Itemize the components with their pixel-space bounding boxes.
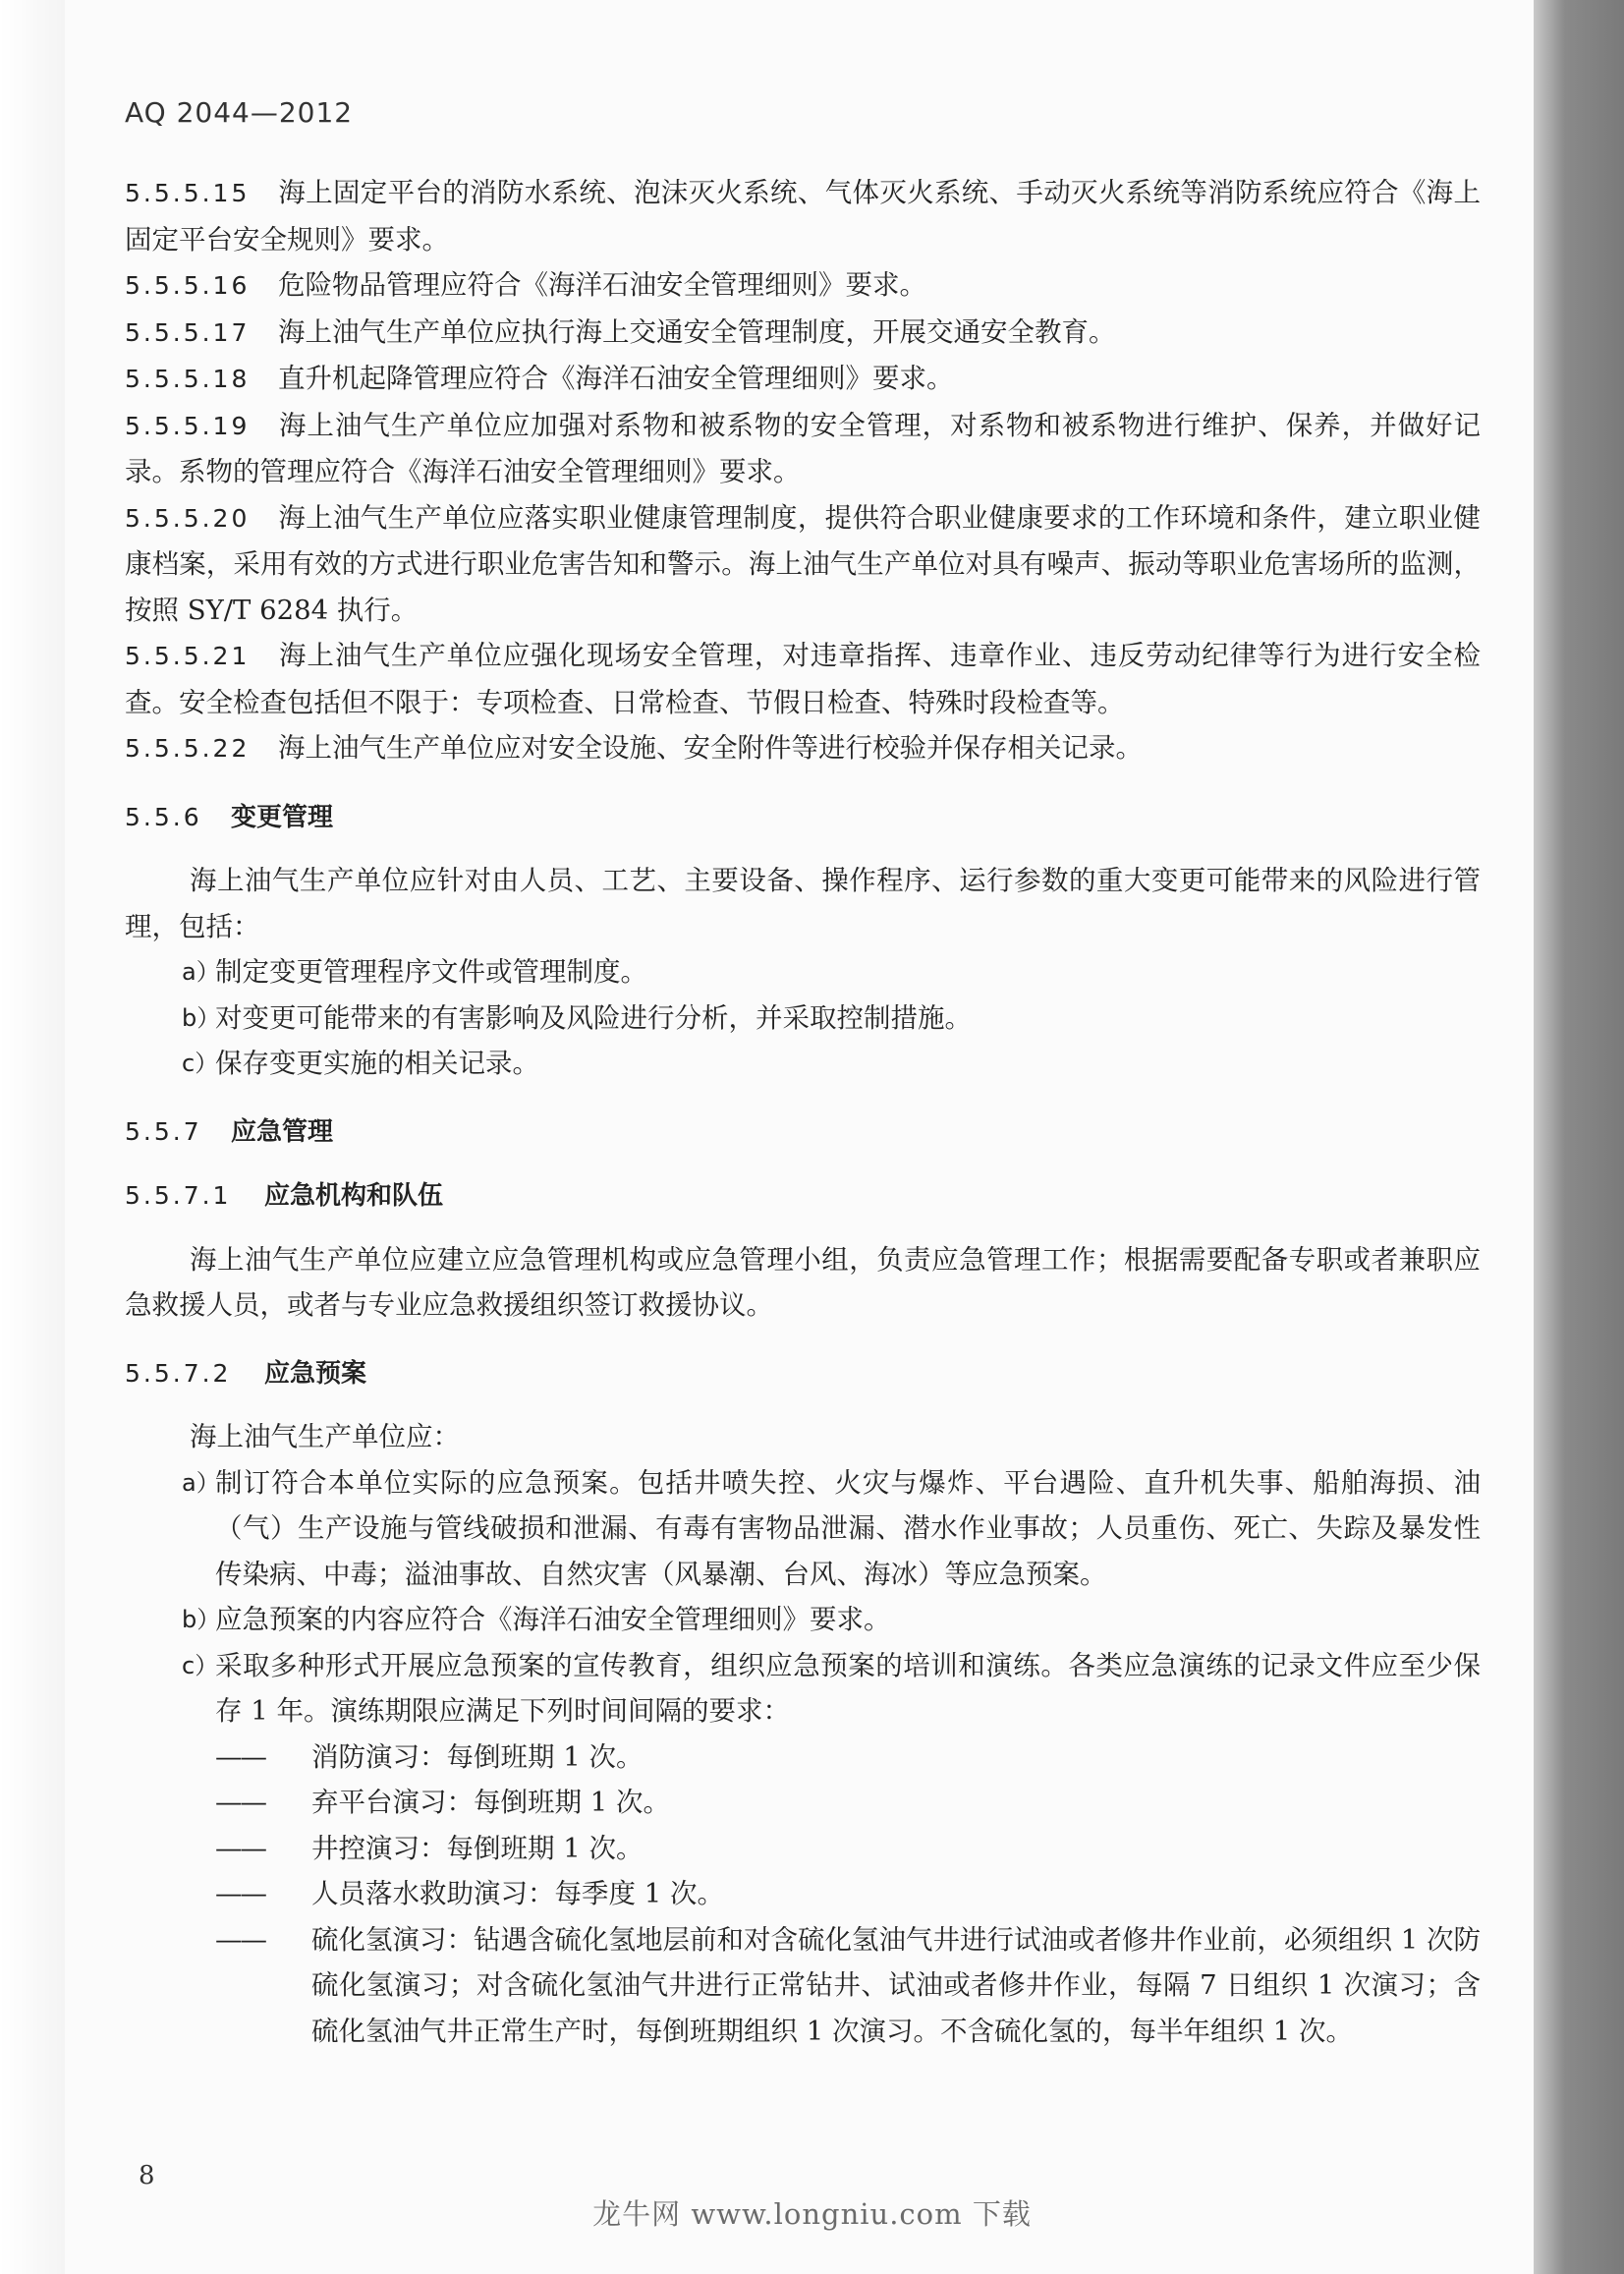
list-marker: c） <box>182 1050 219 1077</box>
section-5-5-7-2-intro: 海上油气生产单位应： <box>190 1421 460 1452</box>
drill-item <box>125 1917 1481 2055</box>
dash-marker: —— <box>215 1878 265 1909</box>
clause-text: 直升机起降管理应符合《海洋石油安全管理细则》要求。 <box>278 363 954 394</box>
list-item <box>125 995 1481 1042</box>
clause-text: 海上油气生产单位应执行海上交通安全管理制度，开展交通安全教育。 <box>278 315 1116 348</box>
clause-number: 5.5.5.15 <box>125 179 251 207</box>
dash-marker: —— <box>215 1740 265 1773</box>
list-item-text: 对变更可能带来的有害影响及风险进行分析，并采取控制措施。 <box>215 1001 972 1034</box>
clause-number: 5.5.5.18 <box>125 365 251 393</box>
clause-number: 5.5.5.17 <box>125 317 251 347</box>
drill-item <box>125 1871 1481 1917</box>
scan-right-edge <box>1534 0 1624 2274</box>
clause-text: 海上油气生产单位应落实职业健康管理制度，提供符合职业健康要求的工作环境和条件，建立职业健康档案，采用有效的方式进行职业危害告知和警示。海上油气生产单位对具有噪声、振动等职业危害场所的监测，按照 SY/T 6284 执行。 <box>125 501 1481 626</box>
drill-item-text: 弃平台演习：每倒班期 1 次。 <box>311 1787 670 1818</box>
scan-left-margin <box>0 0 65 2274</box>
section-heading-5-5-7-1 <box>125 1172 1481 1220</box>
clause-5-5-5-16 <box>125 262 1481 310</box>
list-marker: b） <box>182 1003 221 1032</box>
list-item-text: 制订符合本单位实际的应急预案。包括井喷失控、火灾与爆炸、平台遇险、直升机失事、船舶海损、油（气）生产设施与管线破损和泄漏、有毒有害物品泄漏、潜水作业事故；人员重伤、死亡、失踪及暴发性传染病、中毒；溢油事故、自然灾害（风暴潮、台风、海冰）等应急预案。 <box>215 1466 1481 1590</box>
section-heading-5-5-6 <box>125 794 1481 841</box>
section-5-5-7-1-text: 海上油气生产单位应建立应急管理机构或应急管理小组，负责应急管理工作；根据需要配备专职或者兼职应急救援人员，或者与专业应急救援组织签订救援协议。 <box>125 1243 1481 1321</box>
clause-5-5-5-22 <box>125 725 1481 772</box>
section-title: 应急机构和队伍 <box>264 1181 444 1211</box>
download-watermark: 龙牛网 www.longniu.com 下载 <box>592 2197 1032 2231</box>
list-item <box>125 1643 1481 1734</box>
section-number: 5.5.6 <box>125 802 202 831</box>
dash-marker: —— <box>215 1832 265 1864</box>
list-item <box>125 1460 1481 1598</box>
section-heading-5-5-7-2 <box>125 1350 1481 1397</box>
clause-text: 海上固定平台的消防水系统、泡沫灭火系统、气体灭火系统、手动灭火系统等消防系统应符合《海上固定平台安全规则》要求。 <box>125 177 1481 256</box>
list-item-text: 应急预案的内容应符合《海洋石油安全管理细则》要求。 <box>215 1604 891 1635</box>
drill-item <box>125 1780 1481 1826</box>
list-marker: a） <box>182 1468 220 1497</box>
drill-item <box>125 1826 1481 1872</box>
section-number: 5.5.7.1 <box>125 1181 232 1210</box>
drill-item-text: 硫化氢演习：钻遇含硫化氢地层前和对含硫化氢油气井进行试油或者修井作业前，必须组织 1 次防硫化氢演习；对含硫化氢油气井进行正常钻井、试油或者修井作业，每隔 7 日组织 1 次演习；含硫化氢油气井正常生产时，每倒班期组织 1 次演习。不含硫化氢的，每半年组织 1 次。 <box>311 1923 1481 2047</box>
clause-5-5-5-19 <box>125 403 1481 495</box>
section-title: 应急预案 <box>264 1358 367 1389</box>
clause-5-5-5-15 <box>125 170 1481 262</box>
clause-number: 5.5.5.21 <box>125 642 251 670</box>
list-marker: c） <box>182 1651 219 1679</box>
clause-5-5-5-18 <box>125 356 1481 403</box>
document-body <box>125 170 1481 2054</box>
drill-item <box>125 1734 1481 1781</box>
dash-marker: —— <box>215 1787 265 1818</box>
drill-item-text: 井控演习：每倒班期 1 次。 <box>311 1832 644 1864</box>
list-item-text: 保存变更实施的相关记录。 <box>215 1048 539 1079</box>
page-number: 8 <box>139 2161 155 2190</box>
list-marker: b） <box>182 1606 221 1633</box>
clause-5-5-5-20 <box>125 495 1481 634</box>
clause-text: 海上油气生产单位应强化现场安全管理，对违章指挥、违章作业、违反劳动纪律等行为进行安全检查。安全检查包括但不限于：专项检查、日常检查、节假日检查、特殊时段检查等。 <box>125 640 1481 718</box>
clause-number: 5.5.5.19 <box>125 411 251 440</box>
clause-text: 海上油气生产单位应对安全设施、安全附件等进行校验并保存相关记录。 <box>278 732 1143 764</box>
list-item <box>125 1597 1481 1643</box>
clause-text: 海上油气生产单位应加强对系物和被系物的安全管理，对系物和被系物进行维护、保养，并做好记录。系物的管理应符合《海洋石油安全管理细则》要求。 <box>125 409 1481 487</box>
list-item-text: 采取多种形式开展应急预案的宣传教育，组织应急预案的培训和演练。各类应急演练的记录文件应至少保存 1 年。演练期限应满足下列时间间隔的要求： <box>215 1649 1481 1727</box>
standard-header: AQ 2044—2012 <box>125 96 354 129</box>
dash-marker: —— <box>215 1923 265 1956</box>
list-item <box>125 949 1481 995</box>
clause-5-5-5-17 <box>125 310 1481 357</box>
clause-number: 5.5.5.20 <box>125 503 251 533</box>
section-number: 5.5.7.2 <box>125 1358 232 1388</box>
section-heading-5-5-7 <box>125 1109 1481 1156</box>
section-number: 5.5.7 <box>125 1116 202 1146</box>
list-item-text: 制定变更管理程序文件或管理制度。 <box>215 956 647 988</box>
section-5-5-6-intro: 海上油气生产单位应针对由人员、工艺、主要设备、操作程序、运行参数的重大变更可能带来的风险进行管理，包括： <box>125 865 1481 942</box>
drill-item-text: 消防演习：每倒班期 1 次。 <box>311 1740 644 1773</box>
list-item <box>125 1041 1481 1087</box>
drill-item-text: 人员落水救助演习：每季度 1 次。 <box>311 1878 724 1909</box>
clause-number: 5.5.5.16 <box>125 271 251 300</box>
list-marker: a） <box>182 958 220 986</box>
clause-number: 5.5.5.22 <box>125 734 251 763</box>
clause-text: 危险物品管理应符合《海洋石油安全管理细则》要求。 <box>278 269 926 301</box>
clause-5-5-5-21 <box>125 633 1481 725</box>
section-title: 变更管理 <box>231 802 334 832</box>
section-title: 应急管理 <box>231 1116 334 1147</box>
